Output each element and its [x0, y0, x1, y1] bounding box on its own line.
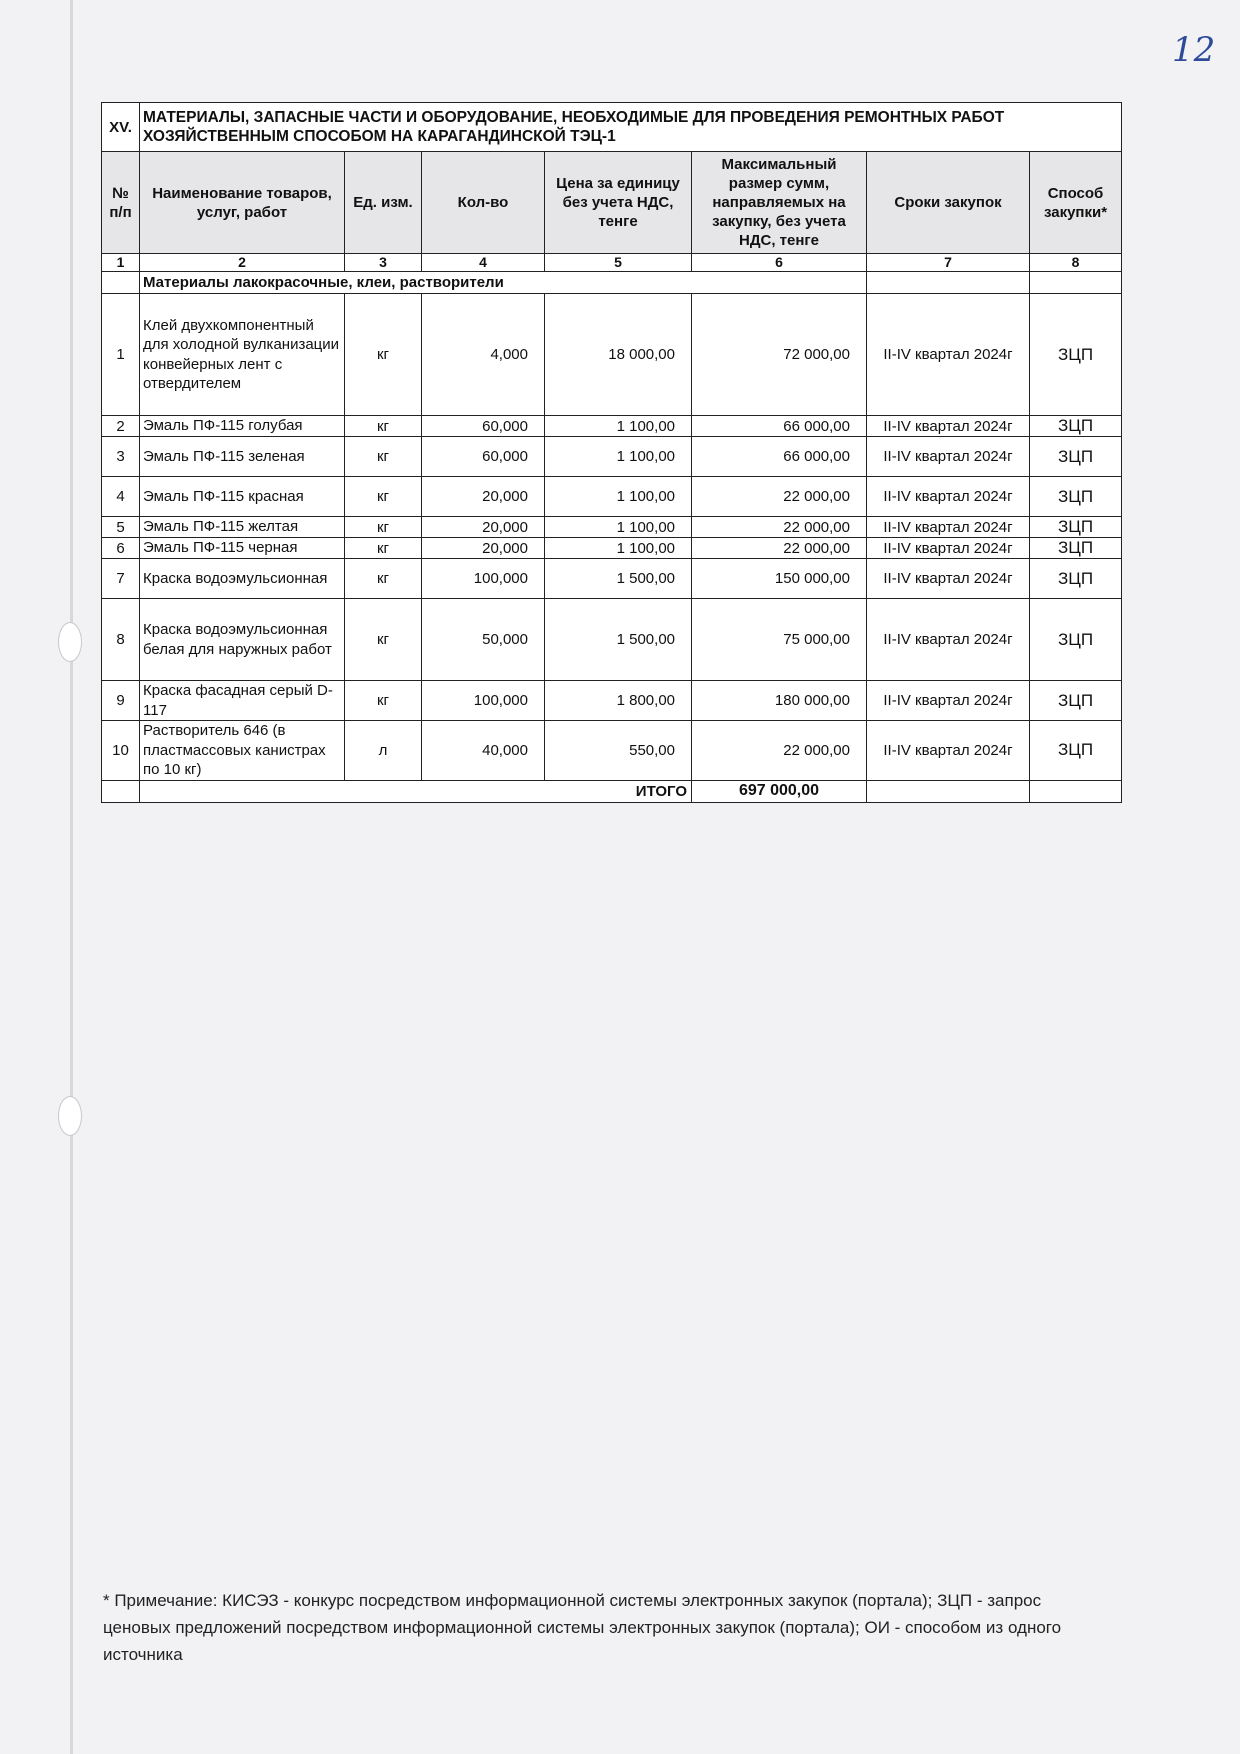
procurement-method: ЗЦП — [1030, 437, 1122, 477]
max-amount: 66 000,00 — [692, 437, 867, 477]
max-amount: 180 000,00 — [692, 681, 867, 721]
procurement-method: ЗЦП — [1030, 538, 1122, 559]
column-number-row — [102, 254, 1122, 272]
procurement-method: ЗЦП — [1030, 599, 1122, 681]
group-empty-cell — [102, 272, 140, 294]
unit: кг — [345, 538, 422, 559]
procurement-period: II-IV квартал 2024г — [867, 681, 1030, 721]
procurement-period: II-IV квартал 2024г — [867, 599, 1030, 681]
total-label: ИТОГО — [140, 780, 692, 802]
column-number-3: 3 — [345, 254, 422, 272]
unit-price: 1 500,00 — [545, 599, 692, 681]
unit-price: 18 000,00 — [545, 294, 692, 416]
max-amount: 66 000,00 — [692, 416, 867, 437]
table-row — [102, 517, 1122, 538]
quantity: 20,000 — [422, 477, 545, 517]
total-value: 697 000,00 — [692, 780, 867, 802]
procurement-period: II-IV квартал 2024г — [867, 517, 1030, 538]
max-amount: 22 000,00 — [692, 477, 867, 517]
max-amount: 150 000,00 — [692, 559, 867, 599]
table-row — [102, 294, 1122, 416]
quantity: 100,000 — [422, 559, 545, 599]
binding-edge — [70, 0, 73, 1754]
max-amount: 72 000,00 — [692, 294, 867, 416]
unit-price: 1 800,00 — [545, 681, 692, 721]
quantity: 20,000 — [422, 538, 545, 559]
unit: кг — [345, 599, 422, 681]
unit: л — [345, 721, 422, 781]
procurement-period: II-IV квартал 2024г — [867, 559, 1030, 599]
max-amount: 22 000,00 — [692, 721, 867, 781]
item-name: Эмаль ПФ-115 зеленая — [140, 437, 345, 477]
group-empty-cell — [1030, 272, 1122, 294]
item-name: Растворитель 646 (в пластмассовых канистрах по 10 кг) — [140, 721, 345, 781]
procurement-period: II-IV квартал 2024г — [867, 416, 1030, 437]
section-title: МАТЕРИАЛЫ, ЗАПАСНЫЕ ЧАСТИ И ОБОРУДОВАНИЕ, НЕОБХОДИМЫЕ ДЛЯ ПРОВЕДЕНИЯ РЕМОНТНЫХ РАБОТ ХОЗЯЙСТВЕННЫМ СПОСОБОМ НА КАРАГАНДИНСКОЙ ТЭЦ-1 — [140, 103, 1122, 152]
column-header-7: Сроки закупок — [867, 152, 1030, 254]
item-name: Краска водоэмульсионная белая для наружных работ — [140, 599, 345, 681]
item-name: Краска водоэмульсионная — [140, 559, 345, 599]
unit: кг — [345, 416, 422, 437]
column-header-1: № п/п — [102, 152, 140, 254]
item-name: Эмаль ПФ-115 черная — [140, 538, 345, 559]
quantity: 20,000 — [422, 517, 545, 538]
unit: кг — [345, 437, 422, 477]
row-number: 4 — [102, 477, 140, 517]
total-empty-cell — [102, 780, 140, 802]
unit: кг — [345, 681, 422, 721]
unit-price: 1 100,00 — [545, 477, 692, 517]
procurement-period: II-IV квартал 2024г — [867, 538, 1030, 559]
max-amount: 75 000,00 — [692, 599, 867, 681]
item-name: Эмаль ПФ-115 голубая — [140, 416, 345, 437]
procurement-method: ЗЦП — [1030, 681, 1122, 721]
row-number: 8 — [102, 599, 140, 681]
unit: кг — [345, 477, 422, 517]
row-number: 5 — [102, 517, 140, 538]
quantity: 100,000 — [422, 681, 545, 721]
column-header-2: Наименование товаров, услуг, работ — [140, 152, 345, 254]
procurement-period: II-IV квартал 2024г — [867, 721, 1030, 781]
punch-hole-bottom — [58, 1096, 82, 1136]
row-number: 7 — [102, 559, 140, 599]
group-empty-cell — [867, 272, 1030, 294]
quantity: 50,000 — [422, 599, 545, 681]
procurement-method: ЗЦП — [1030, 294, 1122, 416]
unit-price: 1 100,00 — [545, 437, 692, 477]
column-number-1: 1 — [102, 254, 140, 272]
column-number-6: 6 — [692, 254, 867, 272]
procurement-period: II-IV квартал 2024г — [867, 294, 1030, 416]
row-number: 6 — [102, 538, 140, 559]
unit: кг — [345, 559, 422, 599]
item-name: Эмаль ПФ-115 красная — [140, 477, 345, 517]
max-amount: 22 000,00 — [692, 538, 867, 559]
total-empty-cell — [1030, 780, 1122, 802]
column-number-2: 2 — [140, 254, 345, 272]
column-number-8: 8 — [1030, 254, 1122, 272]
group-row — [102, 272, 1122, 294]
column-header-3: Ед. изм. — [345, 152, 422, 254]
column-number-5: 5 — [545, 254, 692, 272]
procurement-method: ЗЦП — [1030, 517, 1122, 538]
column-header-5: Цена за единицу без учета НДС, тенге — [545, 152, 692, 254]
quantity: 60,000 — [422, 437, 545, 477]
page-number: 12 — [1172, 30, 1216, 70]
quantity: 40,000 — [422, 721, 545, 781]
procurement-table — [101, 102, 1122, 803]
column-header-4: Кол-во — [422, 152, 545, 254]
section-header-row — [102, 103, 1122, 152]
total-row — [102, 780, 1122, 802]
table-row — [102, 538, 1122, 559]
unit: кг — [345, 294, 422, 416]
procurement-method: ЗЦП — [1030, 477, 1122, 517]
footnote: * Примечание: КИСЭЗ - конкурс посредством информационной системы электронных закупок (портала); ЗЦП - запрос ценовых предложений посредством информационной системы электронных закупок (портала); ОИ - способом из одного источника — [103, 1591, 1062, 1664]
item-name: Краска фасадная серый D-117 — [140, 681, 345, 721]
column-header-row — [102, 152, 1122, 254]
row-number: 3 — [102, 437, 140, 477]
section-number: XV. — [102, 103, 140, 152]
table-row — [102, 416, 1122, 437]
column-header-8: Способ закупки* — [1030, 152, 1122, 254]
unit: кг — [345, 517, 422, 538]
quantity: 4,000 — [422, 294, 545, 416]
unit-price: 1 100,00 — [545, 538, 692, 559]
row-number: 1 — [102, 294, 140, 416]
total-empty-cell — [867, 780, 1030, 802]
max-amount: 22 000,00 — [692, 517, 867, 538]
item-name: Эмаль ПФ-115 желтая — [140, 517, 345, 538]
procurement-method: ЗЦП — [1030, 416, 1122, 437]
procurement-method: ЗЦП — [1030, 721, 1122, 781]
table-row — [102, 559, 1122, 599]
table-row — [102, 681, 1122, 721]
quantity: 60,000 — [422, 416, 545, 437]
table-row — [102, 437, 1122, 477]
unit-price: 1 100,00 — [545, 416, 692, 437]
unit-price: 550,00 — [545, 721, 692, 781]
table-row — [102, 477, 1122, 517]
procurement-period: II-IV квартал 2024г — [867, 477, 1030, 517]
unit-price: 1 500,00 — [545, 559, 692, 599]
row-number: 9 — [102, 681, 140, 721]
unit-price: 1 100,00 — [545, 517, 692, 538]
column-number-4: 4 — [422, 254, 545, 272]
table-row — [102, 599, 1122, 681]
row-number: 2 — [102, 416, 140, 437]
column-header-6: Максимальный размер сумм, направляемых на закупку, без учета НДС, тенге — [692, 152, 867, 254]
group-title: Материалы лакокрасочные, клеи, растворители — [140, 272, 867, 294]
procurement-method: ЗЦП — [1030, 559, 1122, 599]
item-name: Клей двухкомпонентный для холодной вулканизации конвейерных лент с отвердителем — [140, 294, 345, 416]
row-number: 10 — [102, 721, 140, 781]
table-row — [102, 721, 1122, 781]
procurement-period: II-IV квартал 2024г — [867, 437, 1030, 477]
column-number-7: 7 — [867, 254, 1030, 272]
punch-hole-top — [58, 622, 82, 662]
